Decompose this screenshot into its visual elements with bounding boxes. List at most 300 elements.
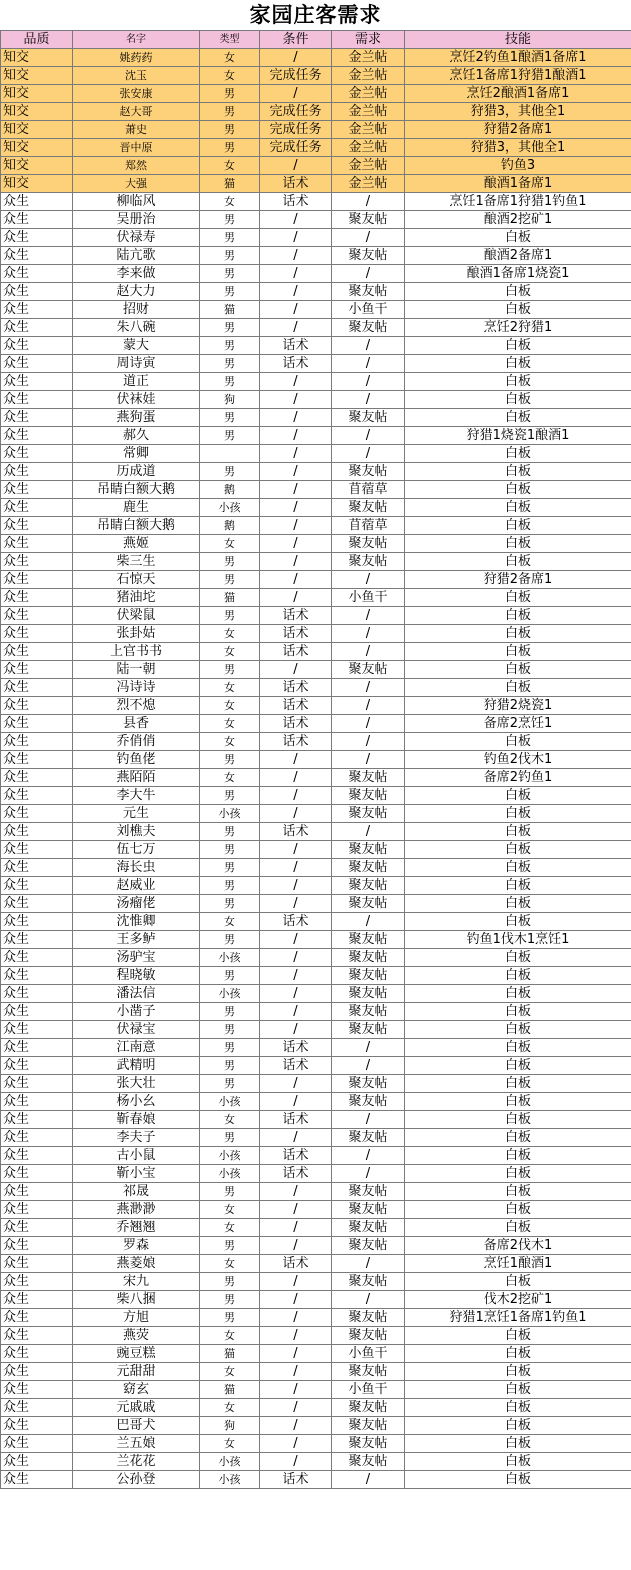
type-cell: 男 xyxy=(200,1129,260,1147)
table-row xyxy=(1,103,631,121)
requirement-cell: 金兰帖 xyxy=(332,67,405,85)
quality-cell: 众生 xyxy=(1,1183,73,1201)
quality-cell: 众生 xyxy=(1,805,73,823)
type-cell: 男 xyxy=(200,409,260,427)
skills-cell: 狩猎3，其他全1 xyxy=(405,103,631,121)
table-body xyxy=(1,49,631,1489)
name-cell: 兰花花 xyxy=(73,1453,200,1471)
table-row xyxy=(1,1111,631,1129)
condition-cell: / xyxy=(260,805,332,823)
quality-cell: 众生 xyxy=(1,499,73,517)
name-cell: 杨小幺 xyxy=(73,1093,200,1111)
condition-cell: / xyxy=(260,1003,332,1021)
requirement-cell: 金兰帖 xyxy=(332,139,405,157)
skills-cell: 白板 xyxy=(405,733,631,751)
condition-cell: 完成任务 xyxy=(260,139,332,157)
table-row xyxy=(1,1219,631,1237)
type-cell: 女 xyxy=(200,643,260,661)
skills-cell: 白板 xyxy=(405,1273,631,1291)
quality-cell: 众生 xyxy=(1,1435,73,1453)
name-cell: 柴三生 xyxy=(73,553,200,571)
type-cell: 小孩 xyxy=(200,1147,260,1165)
condition-cell: / xyxy=(260,499,332,517)
condition-cell: / xyxy=(260,787,332,805)
table-row xyxy=(1,1471,631,1489)
requirement-cell: / xyxy=(332,607,405,625)
type-cell: 小孩 xyxy=(200,985,260,1003)
skills-cell: 白板 xyxy=(405,1417,631,1435)
skills-cell: 白板 xyxy=(405,1165,631,1183)
condition-cell: / xyxy=(260,1075,332,1093)
table-row xyxy=(1,859,631,877)
skills-cell: 狩猎1烹饪1备席1钓鱼1 xyxy=(405,1309,631,1327)
condition-cell: 话术 xyxy=(260,733,332,751)
condition-cell: 话术 xyxy=(260,715,332,733)
condition-cell: 话术 xyxy=(260,337,332,355)
requirement-cell: / xyxy=(332,1291,405,1309)
type-cell: 男 xyxy=(200,229,260,247)
requirement-cell: / xyxy=(332,625,405,643)
condition-cell: / xyxy=(260,1219,332,1237)
condition-cell: / xyxy=(260,1021,332,1039)
table-row xyxy=(1,319,631,337)
name-cell: 元生 xyxy=(73,805,200,823)
header-row xyxy=(1,31,631,49)
table-row xyxy=(1,85,631,103)
requirement-cell: 小鱼干 xyxy=(332,1381,405,1399)
table-row xyxy=(1,1057,631,1075)
condition-cell: / xyxy=(260,391,332,409)
table-row xyxy=(1,1237,631,1255)
quality-cell: 知交 xyxy=(1,67,73,85)
table-row xyxy=(1,1183,631,1201)
name-cell: 祁晟 xyxy=(73,1183,200,1201)
requirement-cell: 聚友帖 xyxy=(332,409,405,427)
table-row xyxy=(1,121,631,139)
table-row xyxy=(1,625,631,643)
condition-cell: 话术 xyxy=(260,193,332,211)
type-cell: 男 xyxy=(200,1021,260,1039)
type-cell: 男 xyxy=(200,1039,260,1057)
name-cell: 武精明 xyxy=(73,1057,200,1075)
name-cell: 赵大哥 xyxy=(73,103,200,121)
guest-requirements-table xyxy=(0,30,631,1489)
skills-cell: 白板 xyxy=(405,895,631,913)
type-cell: 男 xyxy=(200,787,260,805)
name-cell: 小凿子 xyxy=(73,1003,200,1021)
quality-cell: 众生 xyxy=(1,319,73,337)
table-row xyxy=(1,1075,631,1093)
type-cell: 男 xyxy=(200,1057,260,1075)
requirement-cell: 聚友帖 xyxy=(332,1021,405,1039)
header-condition: 条件 xyxy=(260,31,332,49)
name-cell: 猪油坨 xyxy=(73,589,200,607)
table-row xyxy=(1,1309,631,1327)
skills-cell: 白板 xyxy=(405,805,631,823)
condition-cell: / xyxy=(260,949,332,967)
name-cell: 公孙登 xyxy=(73,1471,200,1489)
skills-cell: 白板 xyxy=(405,1471,631,1489)
quality-cell: 众生 xyxy=(1,1021,73,1039)
requirement-cell: / xyxy=(332,571,405,589)
skills-cell: 白板 xyxy=(405,877,631,895)
requirement-cell: 聚友帖 xyxy=(332,1327,405,1345)
table-row xyxy=(1,355,631,373)
requirement-cell: 聚友帖 xyxy=(332,985,405,1003)
table-row xyxy=(1,967,631,985)
quality-cell: 众生 xyxy=(1,625,73,643)
skills-cell: 酿酒1备席1 xyxy=(405,175,631,193)
quality-cell: 众生 xyxy=(1,481,73,499)
type-cell: 鹅 xyxy=(200,481,260,499)
requirement-cell: / xyxy=(332,1111,405,1129)
table-row xyxy=(1,301,631,319)
name-cell: 郝久 xyxy=(73,427,200,445)
quality-cell: 众生 xyxy=(1,715,73,733)
quality-cell: 众生 xyxy=(1,193,73,211)
quality-cell: 众生 xyxy=(1,1165,73,1183)
skills-cell: 白板 xyxy=(405,373,631,391)
type-cell: 男 xyxy=(200,139,260,157)
requirement-cell: / xyxy=(332,265,405,283)
quality-cell: 众生 xyxy=(1,1039,73,1057)
name-cell: 冯诗诗 xyxy=(73,679,200,697)
condition-cell: 话术 xyxy=(260,1147,332,1165)
type-cell: 狗 xyxy=(200,391,260,409)
quality-cell: 众生 xyxy=(1,535,73,553)
name-cell: 张安康 xyxy=(73,85,200,103)
quality-cell: 众生 xyxy=(1,1075,73,1093)
condition-cell: / xyxy=(260,751,332,769)
condition-cell: / xyxy=(260,1093,332,1111)
requirement-cell: 聚友帖 xyxy=(332,841,405,859)
skills-cell: 备席2钓鱼1 xyxy=(405,769,631,787)
header-skills: 技能 xyxy=(405,31,631,49)
name-cell: 巴哥犬 xyxy=(73,1417,200,1435)
table-row xyxy=(1,337,631,355)
condition-cell: / xyxy=(260,319,332,337)
quality-cell: 众生 xyxy=(1,1309,73,1327)
name-cell: 燕狗蛋 xyxy=(73,409,200,427)
name-cell: 县香 xyxy=(73,715,200,733)
type-cell: 女 xyxy=(200,625,260,643)
requirement-cell: 金兰帖 xyxy=(332,103,405,121)
quality-cell: 众生 xyxy=(1,427,73,445)
skills-cell: 白板 xyxy=(405,949,631,967)
condition-cell: / xyxy=(260,85,332,103)
quality-cell: 众生 xyxy=(1,1345,73,1363)
requirement-cell: 聚友帖 xyxy=(332,1435,405,1453)
name-cell: 乔俏俏 xyxy=(73,733,200,751)
type-cell: 女 xyxy=(200,769,260,787)
requirement-cell: / xyxy=(332,391,405,409)
condition-cell: / xyxy=(260,157,332,175)
table-row xyxy=(1,985,631,1003)
type-cell: 男 xyxy=(200,1291,260,1309)
quality-cell: 众生 xyxy=(1,733,73,751)
requirement-cell: 聚友帖 xyxy=(332,1093,405,1111)
table-row xyxy=(1,445,631,463)
requirement-cell: / xyxy=(332,643,405,661)
requirement-cell: 聚友帖 xyxy=(332,1129,405,1147)
quality-cell: 众生 xyxy=(1,1129,73,1147)
quality-cell: 众生 xyxy=(1,679,73,697)
table-row xyxy=(1,283,631,301)
table-row xyxy=(1,1273,631,1291)
name-cell: 周诗寅 xyxy=(73,355,200,373)
table-row xyxy=(1,895,631,913)
type-cell: 男 xyxy=(200,571,260,589)
skills-cell: 酿酒2挖矿1 xyxy=(405,211,631,229)
condition-cell: 话术 xyxy=(260,1165,332,1183)
table-row xyxy=(1,1129,631,1147)
quality-cell: 众生 xyxy=(1,1255,73,1273)
type-cell: 猫 xyxy=(200,1345,260,1363)
quality-cell: 知交 xyxy=(1,175,73,193)
table-row xyxy=(1,661,631,679)
skills-cell: 白板 xyxy=(405,1039,631,1057)
type-cell: 男 xyxy=(200,895,260,913)
requirement-cell: 聚友帖 xyxy=(332,877,405,895)
skills-cell: 白板 xyxy=(405,481,631,499)
type-cell: 女 xyxy=(200,1399,260,1417)
condition-cell: / xyxy=(260,535,332,553)
condition-cell: 话术 xyxy=(260,823,332,841)
requirement-cell: 聚友帖 xyxy=(332,283,405,301)
type-cell: 猫 xyxy=(200,589,260,607)
name-cell: 程晓敏 xyxy=(73,967,200,985)
name-cell: 赵大力 xyxy=(73,283,200,301)
skills-cell: 白板 xyxy=(405,517,631,535)
type-cell: 女 xyxy=(200,1327,260,1345)
name-cell: 燕姬 xyxy=(73,535,200,553)
table-row xyxy=(1,607,631,625)
type-cell: 男 xyxy=(200,1003,260,1021)
condition-cell: / xyxy=(260,589,332,607)
quality-cell: 众生 xyxy=(1,841,73,859)
type-cell: 男 xyxy=(200,1309,260,1327)
requirement-cell: 金兰帖 xyxy=(332,157,405,175)
name-cell: 鹿生 xyxy=(73,499,200,517)
table-row xyxy=(1,589,631,607)
quality-cell: 众生 xyxy=(1,517,73,535)
name-cell: 柴八捆 xyxy=(73,1291,200,1309)
requirement-cell: / xyxy=(332,1165,405,1183)
requirement-cell: 小鱼干 xyxy=(332,589,405,607)
table-row xyxy=(1,517,631,535)
condition-cell: 完成任务 xyxy=(260,121,332,139)
skills-cell: 白板 xyxy=(405,967,631,985)
name-cell: 吊睛白额大鹅 xyxy=(73,517,200,535)
requirement-cell: 聚友帖 xyxy=(332,1417,405,1435)
skills-cell: 白板 xyxy=(405,625,631,643)
condition-cell: 话术 xyxy=(260,1111,332,1129)
skills-cell: 白板 xyxy=(405,1327,631,1345)
quality-cell: 众生 xyxy=(1,823,73,841)
quality-cell: 众生 xyxy=(1,1219,73,1237)
quality-cell: 众生 xyxy=(1,265,73,283)
name-cell: 元戚戚 xyxy=(73,1399,200,1417)
requirement-cell: / xyxy=(332,1471,405,1489)
quality-cell: 众生 xyxy=(1,967,73,985)
type-cell: 女 xyxy=(200,1219,260,1237)
table-row xyxy=(1,157,631,175)
type-cell: 男 xyxy=(200,841,260,859)
condition-cell: / xyxy=(260,373,332,391)
requirement-cell: / xyxy=(332,715,405,733)
condition-cell: 话术 xyxy=(260,1471,332,1489)
table-row xyxy=(1,535,631,553)
name-cell: 王多鲈 xyxy=(73,931,200,949)
requirement-cell: 小鱼干 xyxy=(332,301,405,319)
quality-cell: 知交 xyxy=(1,103,73,121)
type-cell: 女 xyxy=(200,67,260,85)
requirement-cell: 聚友帖 xyxy=(332,319,405,337)
name-cell: 江南意 xyxy=(73,1039,200,1057)
condition-cell: / xyxy=(260,859,332,877)
requirement-cell: 聚友帖 xyxy=(332,1075,405,1093)
type-cell: 男 xyxy=(200,85,260,103)
table-row xyxy=(1,481,631,499)
type-cell: 男 xyxy=(200,1075,260,1093)
skills-cell: 烹饪1酿酒1 xyxy=(405,1255,631,1273)
table-row xyxy=(1,1345,631,1363)
name-cell: 萧史 xyxy=(73,121,200,139)
skills-cell: 狩猎2备席1 xyxy=(405,121,631,139)
skills-cell: 酿酒1备席1烧瓷1 xyxy=(405,265,631,283)
condition-cell: / xyxy=(260,427,332,445)
type-cell: 小孩 xyxy=(200,1165,260,1183)
quality-cell: 众生 xyxy=(1,301,73,319)
name-cell: 古小鼠 xyxy=(73,1147,200,1165)
name-cell: 窈玄 xyxy=(73,1381,200,1399)
condition-cell: 话术 xyxy=(260,697,332,715)
quality-cell: 众生 xyxy=(1,463,73,481)
type-cell: 男 xyxy=(200,1237,260,1255)
condition-cell: / xyxy=(260,211,332,229)
condition-cell: / xyxy=(260,1345,332,1363)
requirement-cell: 聚友帖 xyxy=(332,463,405,481)
condition-cell: / xyxy=(260,967,332,985)
table-row xyxy=(1,373,631,391)
skills-cell: 白板 xyxy=(405,1075,631,1093)
condition-cell: 话术 xyxy=(260,607,332,625)
requirement-cell: 聚友帖 xyxy=(332,859,405,877)
type-cell: 小孩 xyxy=(200,1453,260,1471)
requirement-cell: 聚友帖 xyxy=(332,1363,405,1381)
condition-cell: / xyxy=(260,985,332,1003)
type-cell: 男 xyxy=(200,373,260,391)
type-cell: 男 xyxy=(200,967,260,985)
quality-cell: 众生 xyxy=(1,697,73,715)
skills-cell: 白板 xyxy=(405,859,631,877)
requirement-cell: 聚友帖 xyxy=(332,535,405,553)
condition-cell: 完成任务 xyxy=(260,103,332,121)
skills-cell: 白板 xyxy=(405,1021,631,1039)
skills-cell: 白板 xyxy=(405,1201,631,1219)
requirement-cell: / xyxy=(332,355,405,373)
requirement-cell: 聚友帖 xyxy=(332,553,405,571)
name-cell: 豌豆糕 xyxy=(73,1345,200,1363)
name-cell: 罗森 xyxy=(73,1237,200,1255)
type-cell: 男 xyxy=(200,751,260,769)
type-cell: 猫 xyxy=(200,1381,260,1399)
name-cell: 吊睛白额大鹅 xyxy=(73,481,200,499)
condition-cell: 话术 xyxy=(260,625,332,643)
quality-cell: 众生 xyxy=(1,337,73,355)
table-row xyxy=(1,1039,631,1057)
type-cell: 女 xyxy=(200,49,260,67)
skills-cell: 钓鱼1伐木1烹饪1 xyxy=(405,931,631,949)
skills-cell: 白板 xyxy=(405,643,631,661)
condition-cell: / xyxy=(260,463,332,481)
requirement-cell: 苜蓿草 xyxy=(332,481,405,499)
requirement-cell: / xyxy=(332,823,405,841)
condition-cell: / xyxy=(260,661,332,679)
quality-cell: 众生 xyxy=(1,949,73,967)
type-cell: 男 xyxy=(200,463,260,481)
name-cell: 李来做 xyxy=(73,265,200,283)
condition-cell: / xyxy=(260,301,332,319)
table-row xyxy=(1,1435,631,1453)
name-cell: 燕渺渺 xyxy=(73,1201,200,1219)
type-cell: 女 xyxy=(200,1435,260,1453)
requirement-cell: 小鱼干 xyxy=(332,1345,405,1363)
name-cell: 招财 xyxy=(73,301,200,319)
table-row xyxy=(1,1417,631,1435)
quality-cell: 众生 xyxy=(1,1237,73,1255)
name-cell: 赵威业 xyxy=(73,877,200,895)
condition-cell: / xyxy=(260,409,332,427)
table-row xyxy=(1,409,631,427)
quality-cell: 众生 xyxy=(1,445,73,463)
skills-cell: 烹饪2酿酒1备席1 xyxy=(405,85,631,103)
quality-cell: 众生 xyxy=(1,877,73,895)
quality-cell: 众生 xyxy=(1,1003,73,1021)
requirement-cell: 聚友帖 xyxy=(332,499,405,517)
type-cell: 女 xyxy=(200,1363,260,1381)
condition-cell: / xyxy=(260,553,332,571)
condition-cell: / xyxy=(260,1129,332,1147)
condition-cell: 话术 xyxy=(260,1255,332,1273)
requirement-cell: 聚友帖 xyxy=(332,661,405,679)
table-row xyxy=(1,1093,631,1111)
name-cell: 蒙大 xyxy=(73,337,200,355)
quality-cell: 知交 xyxy=(1,49,73,67)
name-cell: 烈不熄 xyxy=(73,697,200,715)
skills-cell: 狩猎1烧瓷1酿酒1 xyxy=(405,427,631,445)
table-row xyxy=(1,1291,631,1309)
condition-cell: / xyxy=(260,49,332,67)
condition-cell: / xyxy=(260,931,332,949)
quality-cell: 众生 xyxy=(1,1471,73,1489)
skills-cell: 白板 xyxy=(405,823,631,841)
skills-cell: 酿酒2备席1 xyxy=(405,247,631,265)
name-cell: 历成道 xyxy=(73,463,200,481)
name-cell: 伍七万 xyxy=(73,841,200,859)
table-row xyxy=(1,1363,631,1381)
name-cell: 晋中原 xyxy=(73,139,200,157)
condition-cell: / xyxy=(260,895,332,913)
name-cell: 兰五娘 xyxy=(73,1435,200,1453)
table-row xyxy=(1,913,631,931)
requirement-cell: 聚友帖 xyxy=(332,931,405,949)
type-cell xyxy=(200,445,260,463)
name-cell: 张卦姑 xyxy=(73,625,200,643)
skills-cell: 伐木2挖矿1 xyxy=(405,1291,631,1309)
condition-cell: / xyxy=(260,265,332,283)
condition-cell: / xyxy=(260,1327,332,1345)
